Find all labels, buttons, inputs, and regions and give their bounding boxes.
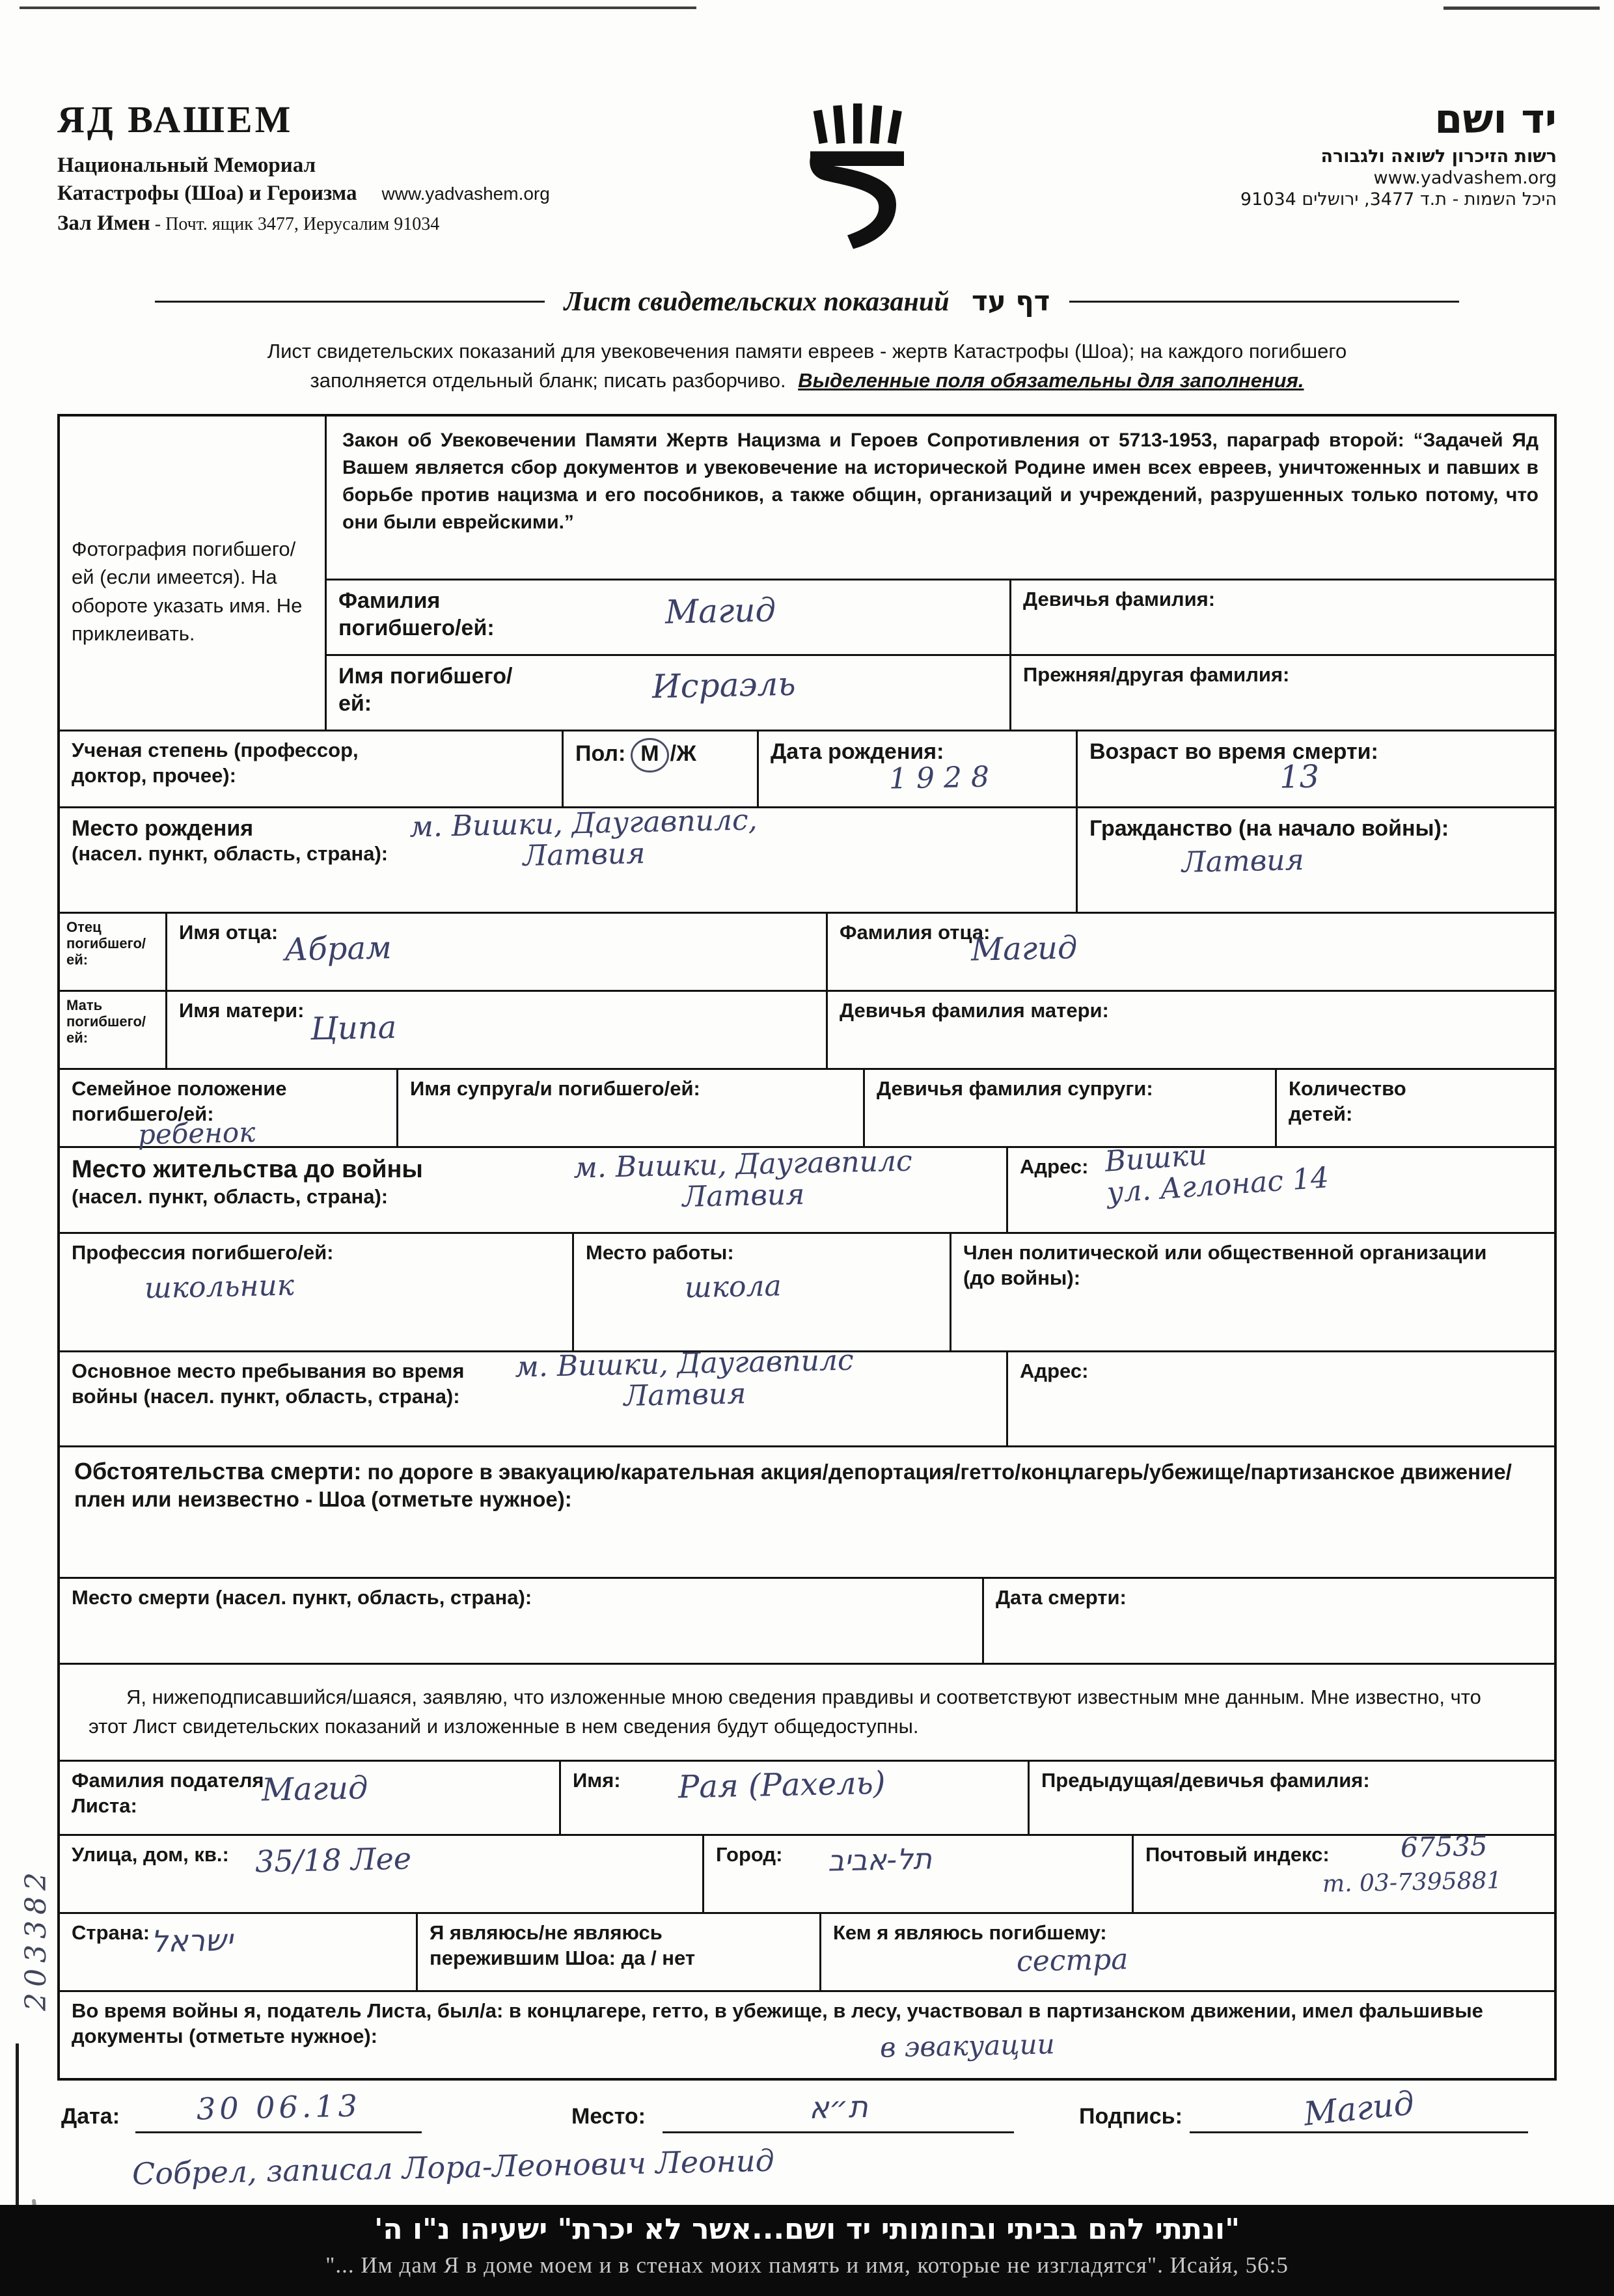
row-residence-address — [60, 1138, 1554, 1234]
value-relation-to-victim: сестра — [1016, 1942, 1128, 1978]
label-birth-place: Место рождения — [72, 815, 254, 841]
row-street-city-postal — [60, 1829, 1554, 1914]
value-profession: школьник — [144, 1268, 295, 1305]
field-submitter-wartime — [60, 1992, 1554, 2078]
signature-strip — [57, 2084, 1557, 2147]
label-victim-firstname: Имя погибшего/ей: — [338, 663, 513, 717]
letterhead-russian — [57, 98, 565, 236]
field-spouse-name — [398, 1070, 865, 1146]
field-city — [704, 1836, 1134, 1912]
letterhead — [57, 0, 1557, 263]
row-mother — [60, 992, 1554, 1070]
instructions-line2 — [57, 366, 1557, 396]
field-spouse-maiden — [865, 1070, 1277, 1146]
form-title-he: דף עד — [972, 285, 1050, 317]
title-rule-left — [155, 301, 545, 303]
title-rule-right — [1069, 301, 1459, 303]
label-submitter-surname: Фамилия подателя Листа: — [72, 1768, 264, 1817]
value-workplace: школа — [684, 1269, 782, 1305]
label-mother-side: Мать погибшего/ей: — [66, 996, 146, 1046]
field-birth-place — [60, 803, 1078, 912]
label-mother-name: Имя матери: — [179, 998, 305, 1022]
field-father-surname — [828, 914, 1554, 990]
field-death-place — [60, 1579, 984, 1663]
value-wartime-place: м. Вишки, Даугавпилс Латвия — [514, 1343, 855, 1414]
law-text-cell — [327, 417, 1554, 581]
field-residence-before-war — [60, 1144, 1008, 1232]
label-father-name: Имя отца: — [179, 920, 279, 944]
required-fields-note: Выделенные поля обязательны для заполнения. — [798, 368, 1304, 392]
row-photo-law-names — [60, 417, 1554, 731]
label-spouse-name: Имя супруга/и погибшего/ей: — [410, 1076, 700, 1100]
label-relation-to-victim: Кем я являюсь погибшему: — [833, 1920, 1107, 1944]
row-declaration — [60, 1665, 1554, 1762]
label-profession: Профессия погибшего/ей: — [72, 1240, 334, 1264]
org-subtitle-1: Национальный Мемориал — [57, 154, 316, 177]
value-birth-place: м. Вишки, Даугавпилс, Латвия — [409, 803, 758, 873]
date-line — [135, 2088, 422, 2133]
label-residence-before-war: Место жительства до войны — [72, 1155, 423, 1183]
declaration-text: Я, нижеподписавшийся/шаяся, заявляю, что изложенные мною сведения правдивы и соответствуют известным мне данным. Мне известно, что этот Лист свидетельских показаний и изложенные в нем сведения будут общедоступны. — [89, 1685, 1481, 1738]
row-death-place-date — [60, 1579, 1554, 1665]
yad-vashem-logo — [565, 98, 1153, 263]
org-address-ru — [57, 212, 565, 236]
org-address-he: היכל השמות - ת.ד 3477, ירושלים 91034 — [1240, 189, 1557, 210]
value-residence-address: Вишки ул. Аглонас 14 — [1103, 1138, 1330, 1210]
org-address-ru-text: - Почт. ящик 3477, Иерусалим 91034 — [150, 213, 440, 234]
footer-quote-hebrew: "ונתתי להם בביתי ובחומותי יד ושם...אשר לא יכרת" ישעיהו נ"ו ה' — [374, 2213, 1240, 2246]
value-submitter-surname: Магид — [261, 1770, 368, 1809]
archive-number: 203382 — [20, 1866, 53, 2011]
value-postal-code: 67535 — [1400, 1829, 1488, 1864]
field-workplace — [574, 1234, 951, 1350]
row-degree-sex-birthdate-age — [60, 731, 1554, 808]
label-survivor-status: Я являюсь/не являюсь пережившим Шоа: — [430, 1920, 663, 1969]
field-country — [60, 1914, 418, 1990]
father-side-label-cell — [60, 914, 167, 990]
org-name-ru: ЯД ВАШЕМ — [57, 98, 294, 141]
value-victim-firstname: Исраэль — [651, 664, 797, 706]
hall-of-names-label: Зал Имен — [57, 211, 150, 235]
mother-side-label-cell — [60, 992, 167, 1068]
value-submitter-wartime: в эвакуации — [879, 2027, 1056, 2064]
label-father-surname: Фамилия отца: — [840, 920, 991, 944]
row-father — [60, 914, 1554, 992]
label-submitter-name: Имя: — [573, 1768, 621, 1792]
label-victim-surname: Фамилия погибшего/ей: — [338, 588, 495, 641]
value-residence-before-war: м. Вишки, Даугавпилс Латвия — [573, 1144, 913, 1214]
field-maiden-name — [1011, 581, 1554, 654]
field-sex — [564, 731, 759, 806]
footer-quote-russian: "... Им дам Я в доме моем и в стенах моих память и имя, которые не изгладятся". Исайя, 56:5 — [325, 2252, 1289, 2278]
field-marital-status — [60, 1070, 398, 1151]
value-country: ישראל — [150, 1922, 234, 1960]
value-marital-status: ребенок — [137, 1115, 256, 1151]
row-submitter-names — [60, 1762, 1554, 1836]
label-death-circumstances-options: по дороге в эвакуацию/карательная акция/депортация/гетто/концлагерь/убежище/партизанское движение/плен или неизвестно - Шоа (отметьте нужное): — [74, 1459, 1512, 1511]
value-city: תל-אביב — [827, 1842, 933, 1878]
label-sex: Пол: — [575, 741, 626, 766]
value-age-at-death: 13 — [1279, 758, 1320, 796]
place-line — [663, 2088, 1014, 2133]
org-name-he: יד ושם — [1434, 95, 1557, 143]
survivor-options: да / нет — [621, 1946, 696, 1969]
field-relation-to-victim — [821, 1914, 1554, 1990]
field-wartime-place — [60, 1343, 1008, 1445]
letterhead-hebrew — [1153, 95, 1557, 210]
label-date: Дата: — [61, 2103, 120, 2129]
label-wartime-place: Основное место пребывания во время войны (насел. пункт, область, страна): — [72, 1359, 465, 1408]
field-death-date — [984, 1579, 1554, 1663]
org-subtitle-2 — [57, 180, 565, 208]
label-citizenship: Гражданство (на начало войны): — [1089, 815, 1449, 841]
field-victim-firstname — [327, 656, 1011, 730]
form-table — [57, 414, 1557, 2081]
value-father-surname: Магид — [970, 929, 1078, 968]
value-citizenship: Латвия — [1181, 843, 1305, 879]
label-city: Город: — [716, 1842, 783, 1866]
label-postal-code: Почтовый индекс: — [1145, 1842, 1330, 1866]
label-organization: Член политической или общественной организации (до войны): — [963, 1240, 1487, 1289]
label-residence-address: Адрес: — [1020, 1155, 1089, 1178]
value-victim-surname: Магид — [664, 591, 776, 631]
label-degree: Ученая степень (профессор, доктор, прочее): — [72, 738, 359, 787]
field-birth-date — [759, 731, 1078, 806]
field-submitter-surname — [60, 1762, 561, 1834]
law-text: Закон об Увековечении Памяти Жертв Нацизма и Героев Сопротивления от 5713-1953, параграф второй: “Задачей Яд Вашем является сбор документов и увековечение на исторической Родине имен всех евреев, уничтоженных и павших в борьбе против нацизма и его пособников, а также общин, организаций и учреждений, разрушенных только потому, что они были еврейскими.” — [342, 429, 1539, 533]
field-mother-name — [167, 992, 828, 1068]
field-organization — [951, 1234, 1554, 1350]
row-submitter-wartime — [60, 1992, 1554, 2078]
row-country-survivor-relation — [60, 1914, 1554, 1992]
sex-separator: / — [670, 741, 677, 766]
label-marital-status: Семейное положение погибшего/ей: — [72, 1076, 287, 1125]
label-submitter-previous-name: Предыдущая/девичья фамилия: — [1041, 1768, 1370, 1792]
field-street — [60, 1836, 704, 1912]
label-death-place: Место смерти (насел. пункт, область, страна): — [72, 1585, 532, 1609]
label-former-name: Прежняя/другая фамилия: — [1023, 663, 1290, 686]
field-profession — [60, 1234, 574, 1350]
field-degree — [60, 731, 564, 806]
value-father-name: Абрам — [284, 929, 392, 968]
label-birth-date: Дата рождения: — [771, 739, 944, 764]
field-wartime-address — [1008, 1352, 1554, 1445]
value-submitter-name: Рая (Рахель) — [677, 1764, 886, 1806]
field-death-circumstances — [60, 1447, 1554, 1577]
photo-note: Фотография погибшего/ей (если имеется). На обороте указать имя. Не приклеивать. — [72, 537, 303, 646]
row-birthplace-citizenship — [60, 803, 1554, 914]
footer-quote-bar — [0, 2205, 1614, 2296]
value-mother-name: Ципа — [310, 1009, 397, 1048]
website-url-he: www.yadvashem.org — [1373, 168, 1557, 189]
label-father-side: Отец погибшего/ей: — [66, 918, 146, 968]
photo-note-cell — [60, 417, 327, 730]
label-workplace: Место работы: — [586, 1240, 734, 1264]
instructions-line1: Лист свидетельских показаний для увековечения памяти евреев - жертв Катастрофы (Шоа); на каждого погибшего — [267, 340, 1347, 362]
value-street: 35/18 Лее — [254, 1840, 412, 1879]
collector-line — [131, 2142, 1557, 2192]
label-children-count: Количество детей: — [1289, 1076, 1406, 1125]
row-victim-firstname — [327, 656, 1554, 730]
label-signature: Подпись: — [1079, 2103, 1183, 2129]
collector-note: Собрел, записал Лора-Леонович Леонид — [131, 2142, 775, 2192]
signature-line — [1190, 2084, 1528, 2133]
label-street: Улица, дом, кв.: — [72, 1842, 229, 1866]
label-spouse-maiden: Девичья фамилия супруги: — [877, 1076, 1153, 1100]
label-country: Страна: — [72, 1920, 150, 1944]
label-residence-before-war-sub: (насел. пункт, область, страна): — [72, 1185, 389, 1209]
field-residence-address — [1008, 1138, 1554, 1232]
label-submitter-wartime: Во время войны я, податель Листа, был/а: в концлагере, гетто, в убежище, в лесу, участвовал в партизанском движении, имел фальшивые документы (отметьте нужное): — [72, 1999, 1483, 2047]
scan-artifact-top-left — [20, 7, 696, 9]
declaration-cell — [60, 1665, 1554, 1760]
scan-artifact-top-right — [1443, 7, 1600, 10]
field-submitter-name — [561, 1762, 1030, 1834]
row-marital-spouse-children — [60, 1070, 1554, 1151]
label-death-circumstances: Обстоятельства смерти: — [74, 1457, 362, 1484]
row-wartime-place-address — [60, 1343, 1554, 1447]
sex-option-female: Ж — [676, 741, 696, 766]
field-former-name — [1011, 656, 1554, 730]
instructions-line2-text: заполняется отдельный бланк; писать разборчиво. — [310, 368, 792, 392]
instructions — [57, 337, 1557, 396]
row-profession-workplace-organization — [60, 1234, 1554, 1352]
label-maiden-name: Девичья фамилия: — [1023, 587, 1216, 610]
label-birth-place-sub: (насел. пункт, область, страна): — [72, 842, 389, 866]
form-title-ru: Лист свидетельских показаний — [564, 287, 950, 317]
value-birth-date: 1 9 2 8 — [888, 760, 990, 796]
field-father-name — [167, 914, 828, 990]
row-victim-surname — [327, 581, 1554, 656]
value-signature: Магид — [1302, 2084, 1416, 2133]
form-title — [564, 285, 1050, 318]
form-title-row — [155, 285, 1459, 318]
field-postal-code — [1134, 1829, 1554, 1912]
law-and-names-column — [327, 417, 1554, 730]
field-age-at-death — [1078, 731, 1554, 806]
label-mother-maiden: Девичья фамилия матери: — [840, 998, 1109, 1022]
value-phone: т. 03-7395881 — [1322, 1866, 1502, 1898]
org-subtitle-2-text: Катастрофы (Шоа) и Героизма — [57, 181, 357, 205]
field-citizenship — [1078, 808, 1554, 912]
field-submitter-previous-name — [1030, 1762, 1554, 1834]
value-date: 30 06.13 — [196, 2088, 361, 2127]
value-place: ת״א — [808, 2088, 868, 2125]
field-mother-maiden — [828, 992, 1554, 1068]
label-wartime-address: Адрес: — [1020, 1359, 1089, 1382]
row-death-circumstances — [60, 1447, 1554, 1579]
website-url-ru: www.yadvashem.org — [381, 183, 550, 204]
field-victim-surname — [327, 581, 1011, 654]
label-age-at-death: Возраст во время смерти: — [1089, 739, 1378, 764]
sex-option-male-circled: М — [631, 738, 668, 772]
label-place: Место: — [571, 2103, 646, 2129]
org-subtitle-he: רשות הזיכרון לשואה ולגבורה — [1320, 146, 1557, 167]
label-death-date: Дата смерти: — [996, 1585, 1127, 1609]
field-survivor-status — [418, 1914, 821, 1990]
